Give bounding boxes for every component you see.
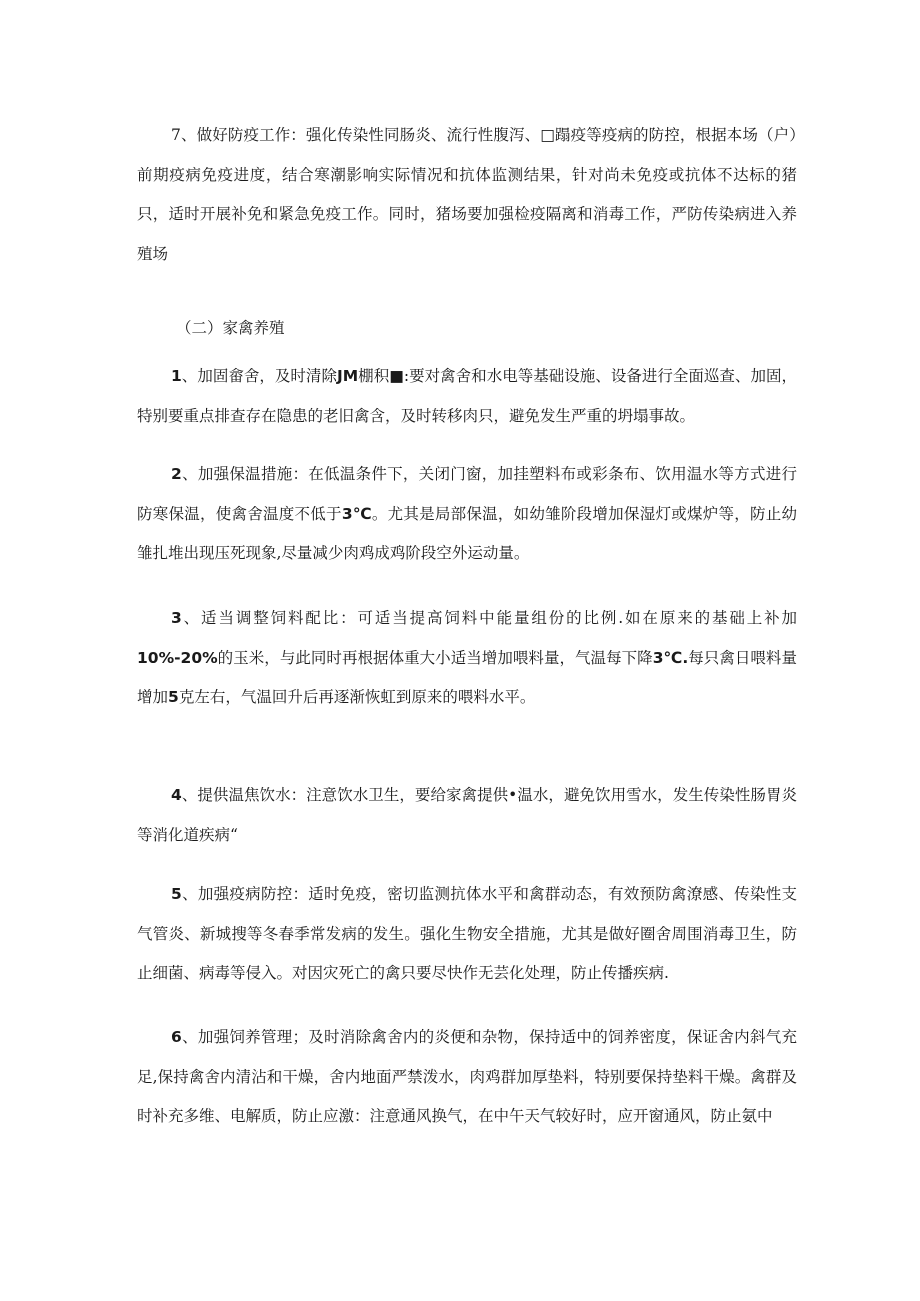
section-heading-poultry: （二）家禽养殖 [176,319,285,337]
item-3 [137,599,797,718]
item-4-number: 4 [171,786,182,804]
item-2-number: 2 [171,465,182,483]
item-2-text: 2、加强保温措施：在低温条件下，关闭门窗，加挂塑料布或彩条布、饮用温水等方式进行防寒保温，使禽舍温度不低于3℃。尤其是局部保温，如幼雏阶段增加保湿灯或煤炉等，防止幼雏扎堆出现压死现象,尽量减少肉鸡成鸡阶段空外运动量。 [137,465,797,562]
item-3-text: 3、适当调整饲料配比：可适当提高饲料中能量组份的比例.如在原来的基础上补加10%-20%的玉米，与此同时再根据体重大小适当增加喂料量，气温每下降3℃.每只禽日喂料量增加5克左右，气温回升后再逐渐恢虹到原来的喂料水平。 [137,609,797,706]
item-5-text: 5、加强疫病防控：适时免疫，密切监测抗体水平和禽群动态，有效预防禽潦感、传染性支气管炎、新城搜等冬春季常发病的发生。强化生物安全措施，尤其是做好圈舍周围消毒卫生，防止细菌、病毒等侵入。对因灾死亡的禽只要尽快作无芸化处理，防止传播疾病. [137,885,797,982]
item-4 [137,776,797,855]
item-6 [137,1018,797,1137]
item-5-number: 5 [171,885,182,903]
item-3-number: 3 [171,609,182,627]
paragraph-7-text: 7、做好防疫工作：强化传染性同肠炎、流行性腹泻、□蹋疫等疫病的防控，根据本场（户）前期疫病免疫进度，结合寒潮影响实际情况和抗体监测结果，针对尚未免疫或抗体不达标的猪只，适时开展补免和紧急免疫工作。同时，猪场要加强检疫隔离和消毒工作，严防传染病进入养殖场 [137,126,797,263]
item-4-text: 4、提供温焦饮水：注意饮水卫生，要给家禽提供•温水，避免饮用雪水，发生传染性肠胃炎等消化道疾病“ [137,786,797,844]
item-2 [137,455,797,574]
paragraph-7 [137,116,797,274]
item-1 [137,357,797,436]
item-6-number: 6 [171,1028,182,1046]
item-6-text: 6、加强饲养管理；及时消除禽舍内的炎便和杂物，保持适中的饲养密度，保证舍内斜气充足,保持禽舍内清沾和干燥，舍内地面严禁泼水，肉鸡群加厚垫料，特别要保持垫料干燥。禽群及时补充多维、电解质，防止应激：注意通风换气，在中午天气较好时，应开窗通风，防止氨中 [137,1028,797,1125]
item-1-number: 1 [171,367,182,385]
item-5 [137,875,797,994]
item-1-text: 1、加固畲舍，及时清除JM棚积■:要对禽舍和水电等基础设施、设备进行全面巡查、加固，特别要重点排查存在隐患的老旧禽含，及时转移肉只，避免发生严重的坍塌事故。 [137,367,797,425]
